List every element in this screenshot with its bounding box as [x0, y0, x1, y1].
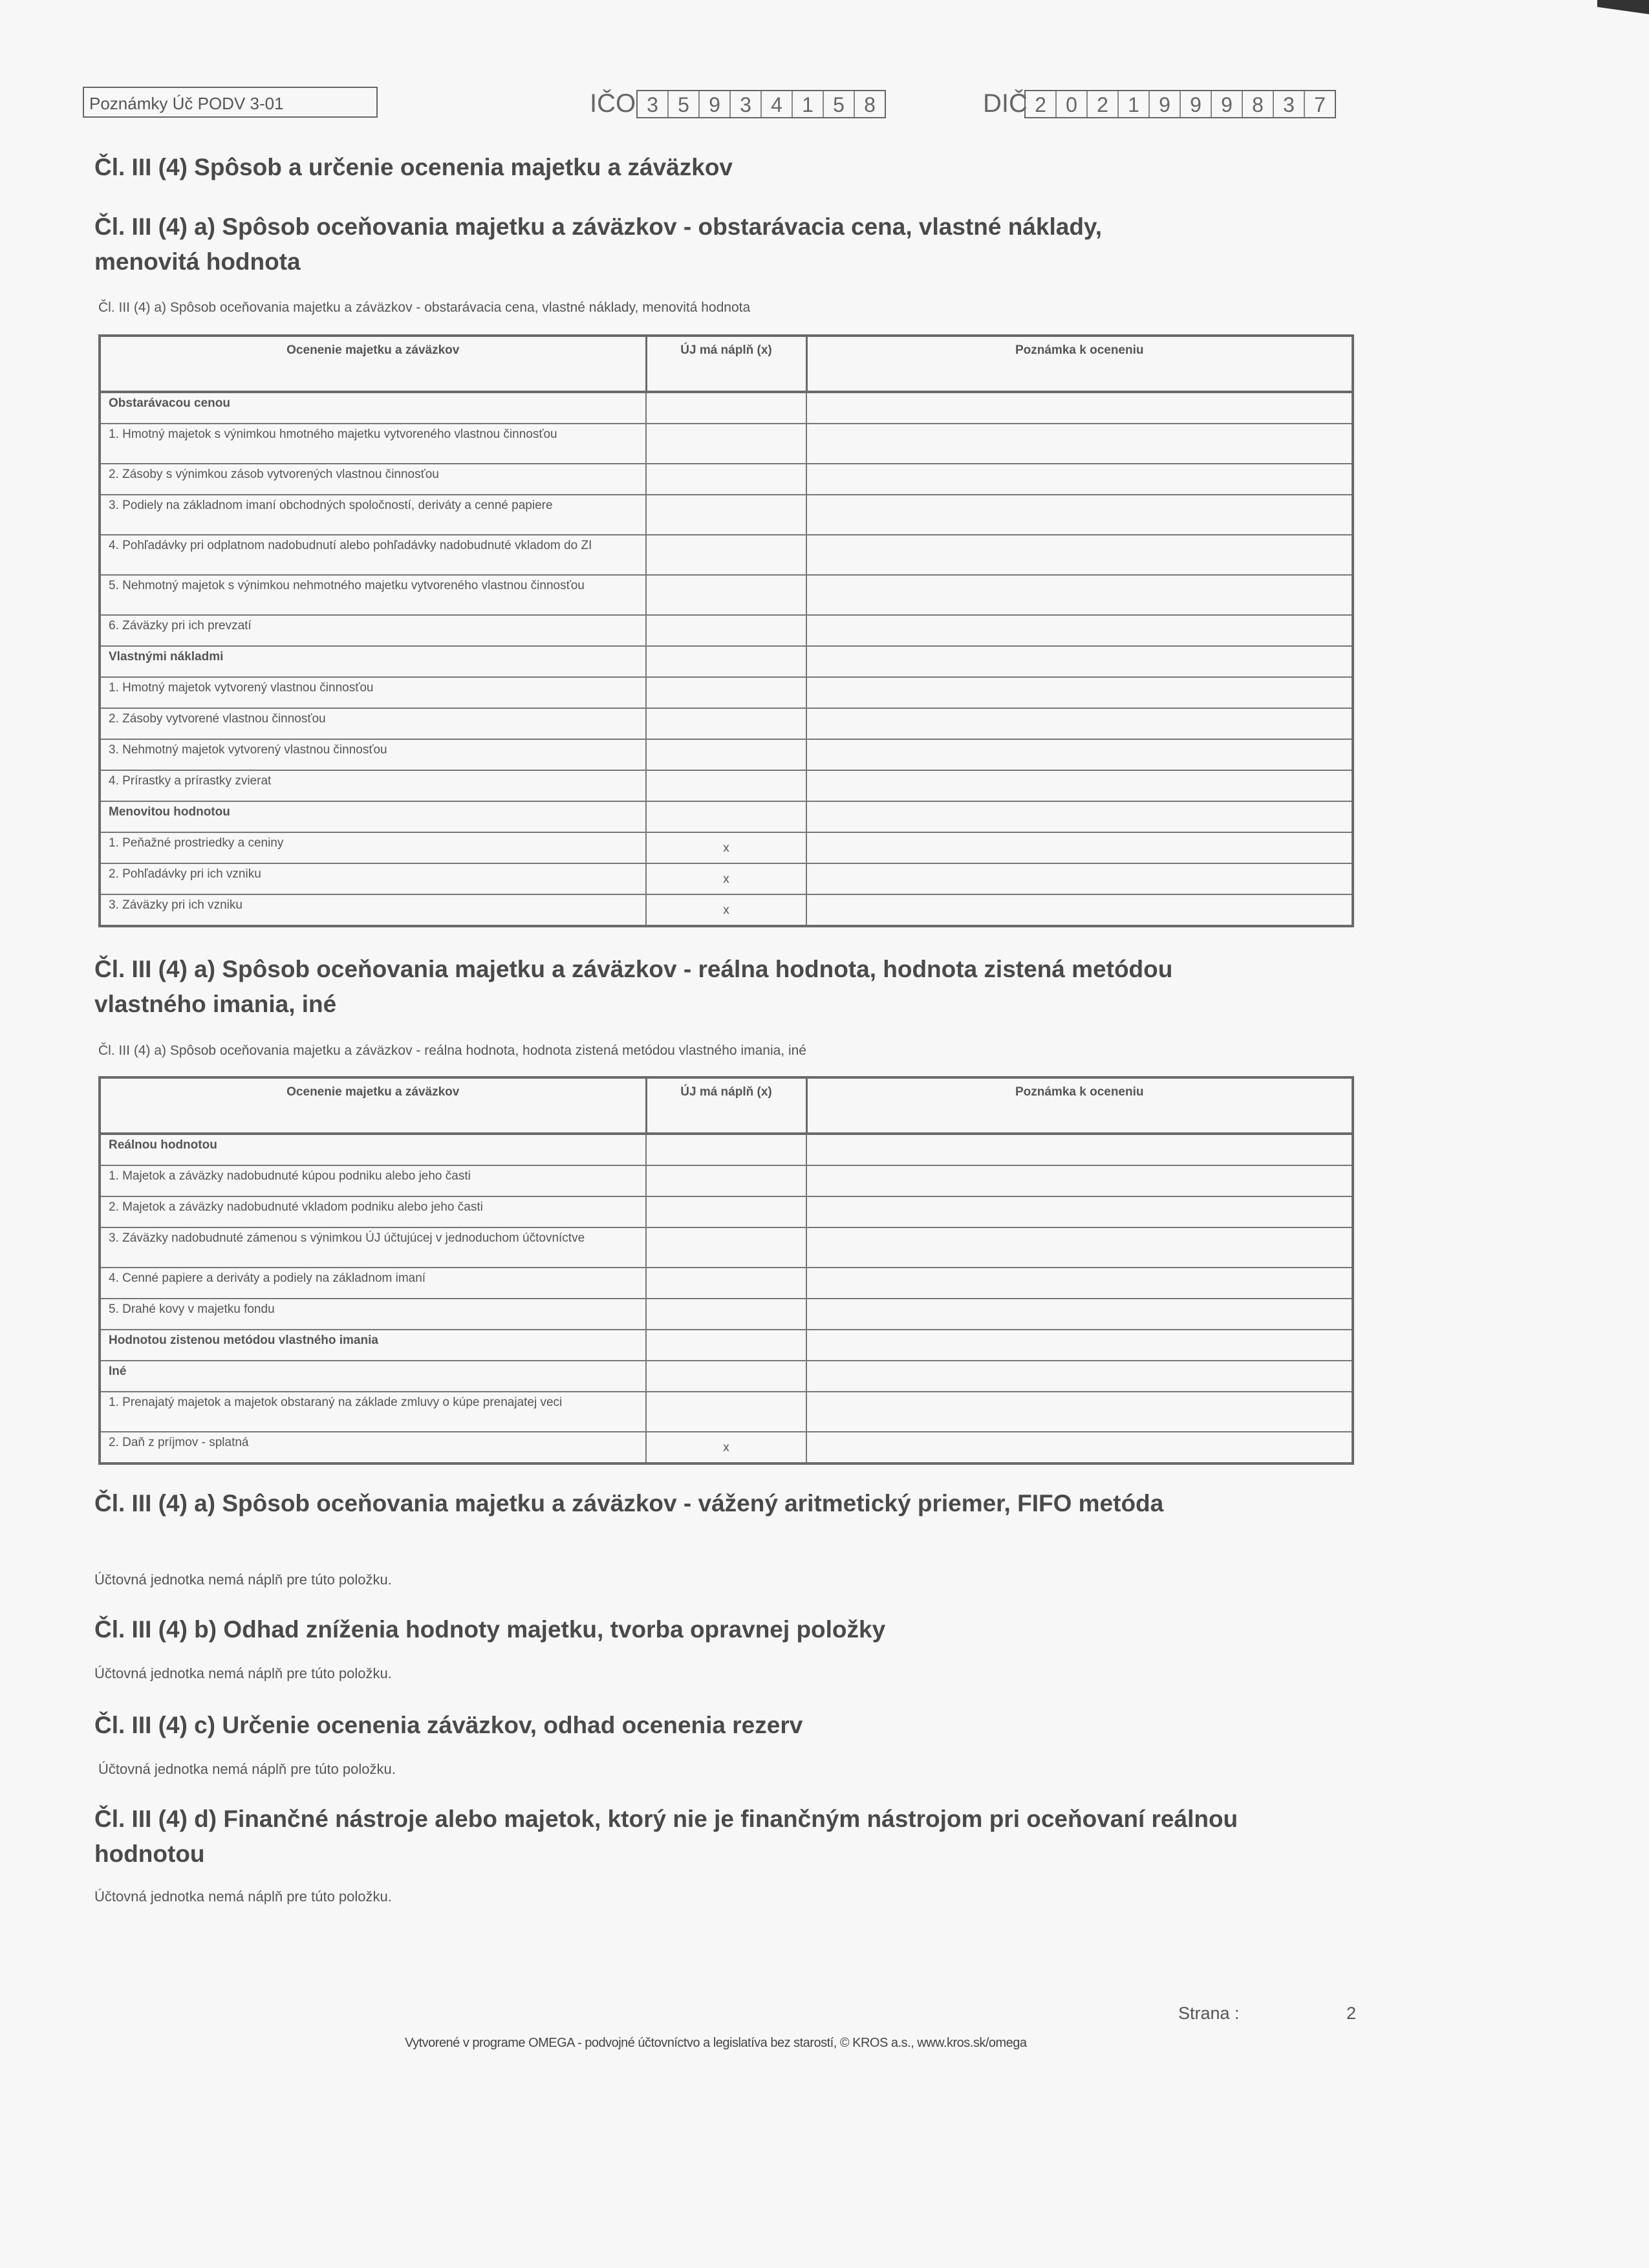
has-content-cell [646, 392, 806, 424]
has-content-cell: x [646, 832, 806, 863]
has-content-cell [646, 1299, 806, 1330]
row-label: Obstarávacou cenou [100, 392, 646, 424]
ico-digit: 3 [638, 91, 669, 117]
has-content-cell [646, 1361, 806, 1392]
note-cell [806, 575, 1353, 615]
ico-digit: 4 [762, 91, 793, 117]
table-row [100, 615, 1353, 646]
table-row [100, 464, 1353, 495]
table-row [100, 575, 1353, 615]
section-title-valuation: Čl. III (4) Spôsob a určenie ocenenia majetku a záväzkov [94, 154, 733, 180]
has-content-cell [646, 464, 806, 495]
row-label: 2. Pohľadávky pri ich vzniku [100, 863, 646, 894]
has-content-cell: x [646, 894, 806, 926]
row-label: 2. Zásoby vytvorené vlastnou činnosťou [100, 708, 646, 739]
has-content-cell [646, 1165, 806, 1196]
note-cell [806, 708, 1353, 739]
table-row [100, 1432, 1353, 1463]
no-content-note: Účtovná jednotka nemá náplň pre túto položku. [98, 1761, 396, 1777]
table-row [100, 1268, 1353, 1299]
has-content-cell [646, 801, 806, 832]
row-label: 3. Nehmotný majetok vytvorený vlastnou činnosťou [100, 739, 646, 770]
dic-digit: 3 [1274, 91, 1305, 117]
row-label: 6. Záväzky pri ich prevzatí [100, 615, 646, 646]
table-row [100, 1196, 1353, 1227]
note-cell [806, 495, 1353, 535]
footer-credit: Vytvorené v programe OMEGA - podvojné účtovníctvo a legislatíva bez starostí, © KROS a.s., www.kros.sk/omega [405, 2036, 1027, 2050]
section-title-fair-value: Čl. III (4) a) Spôsob oceňovania majetku a záväzkov - reálna hodnota, hodnota zistená metódou vlastného imania, iné [94, 956, 1173, 1017]
note-cell [806, 1330, 1353, 1361]
dic-digit: 0 [1057, 91, 1088, 117]
table-group-row [100, 1361, 1353, 1392]
section-title-financial-instruments: Čl. III (4) d) Finančné nástroje alebo majetok, ktorý nie je finančným nástrojom pri oceňovaní reálnou hodnotou [94, 1806, 1238, 1867]
row-label: 1. Hmotný majetok s výnimkou hmotného majetku vytvoreného vlastnou činnosťou [100, 424, 646, 464]
table-row [100, 1227, 1353, 1268]
no-content-note: Účtovná jednotka nemá náplň pre túto položku. [94, 1571, 392, 1588]
table-row [100, 894, 1353, 926]
row-label: Menovitou hodnotou [100, 801, 646, 832]
note-cell [806, 615, 1353, 646]
has-content-cell: x [646, 863, 806, 894]
column-header-has-content: ÚJ má náplň (x) [646, 1077, 806, 1134]
section-title-impairment: Čl. III (4) b) Odhad zníženia hodnoty majetku, tvorba opravnej položky [94, 1616, 886, 1643]
table-row [100, 863, 1353, 894]
has-content-cell [646, 1196, 806, 1227]
scan-corner-mark [1597, 0, 1649, 14]
table-group-row [100, 392, 1353, 424]
note-cell [806, 1268, 1353, 1299]
row-label: 5. Drahé kovy v majetku fondu [100, 1299, 646, 1330]
dic-digit: 2 [1088, 91, 1119, 117]
has-content-cell [646, 1268, 806, 1299]
row-label: 1. Hmotný majetok vytvorený vlastnou činnosťou [100, 677, 646, 708]
has-content-cell [646, 646, 806, 677]
ico-digit: 5 [824, 91, 855, 117]
dic-digit-boxes [1024, 90, 1336, 118]
row-label: 3. Záväzky pri ich vzniku [100, 894, 646, 926]
row-label: Hodnotou zistenou metódou vlastného imania [100, 1330, 646, 1361]
ico-digit: 8 [864, 93, 876, 116]
table1-caption: Čl. III (4) a) Spôsob oceňovania majetku a záväzkov - obstarávacia cena, vlastné náklady, menovitá hodnota [98, 300, 751, 315]
has-content-cell [646, 1227, 806, 1268]
dic-digit: 7 [1314, 93, 1326, 116]
column-header-valuation: Ocenenie majetku a záväzkov [100, 336, 646, 392]
table-row [100, 1392, 1353, 1432]
has-content-cell [646, 495, 806, 535]
has-content-cell [646, 615, 806, 646]
note-cell [806, 863, 1353, 894]
row-label: 4. Cenné papiere a deriváty a podiely na základnom imaní [100, 1268, 646, 1299]
note-cell [806, 770, 1353, 801]
valuation-table-fair-value [98, 1076, 1354, 1465]
row-label: 1. Prenajatý majetok a majetok obstaraný na základe zmluvy o kúpe prenajatej veci [100, 1392, 646, 1432]
ico-digit: 3 [731, 91, 762, 117]
note-cell [806, 646, 1353, 677]
table-row [100, 1165, 1353, 1196]
has-content-cell [646, 535, 806, 575]
row-label: 3. Podiely na základnom imaní obchodných spoločností, deriváty a cenné papiere [100, 495, 646, 535]
ico-digit: 9 [700, 91, 731, 117]
row-label: 4. Pohľadávky pri odplatnom nadobudnutí alebo pohľadávky nadobudnuté vkladom do ZI [100, 535, 646, 575]
row-label: 3. Záväzky nadobudnuté zámenou s výnimkou ÚJ účtujúcej v jednoduchom účtovníctve [100, 1227, 646, 1268]
ico-digit-boxes [636, 90, 886, 118]
row-label: 2. Zásoby s výnimkou zásob vytvorených vlastnou činnosťou [100, 464, 646, 495]
note-cell [806, 1299, 1353, 1330]
note-cell [806, 535, 1353, 575]
valuation-table-acquisition [98, 334, 1354, 927]
dic-digit: 1 [1119, 91, 1150, 117]
row-label: 5. Nehmotný majetok s výnimkou nehmotného majetku vytvoreného vlastnou činnosťou [100, 575, 646, 615]
note-cell [806, 1227, 1353, 1268]
note-cell [806, 801, 1353, 832]
note-cell [806, 832, 1353, 863]
table-row [100, 832, 1353, 863]
row-label: 1. Peňažné prostriedky a ceniny [100, 832, 646, 863]
table-row [100, 424, 1353, 464]
row-label: 4. Prírastky a prírastky zvierat [100, 770, 646, 801]
note-cell [806, 464, 1353, 495]
has-content-cell [646, 575, 806, 615]
page-label: Strana : [1178, 2003, 1240, 2023]
ico-digit: 1 [793, 91, 824, 117]
row-label: Vlastnými nákladmi [100, 646, 646, 677]
note-cell [806, 1432, 1353, 1463]
no-content-note: Účtovná jednotka nemá náplň pre túto položku. [94, 1888, 392, 1905]
row-label: 2. Daň z príjmov - splatná [100, 1432, 646, 1463]
dic-digit: 8 [1243, 91, 1274, 117]
table-group-row [100, 646, 1353, 677]
ico-label: IČO [590, 89, 636, 118]
has-content-cell [646, 708, 806, 739]
note-cell [806, 1361, 1353, 1392]
note-cell [806, 1196, 1353, 1227]
table-row [100, 708, 1353, 739]
page-number: 2 [1346, 2003, 1357, 2023]
table-group-row [100, 801, 1353, 832]
table-row [100, 677, 1353, 708]
has-content-cell [646, 1134, 806, 1165]
dic-digit: 9 [1150, 91, 1181, 117]
table-row [100, 1299, 1353, 1330]
note-cell [806, 392, 1353, 424]
note-cell [806, 424, 1353, 464]
row-label: Iné [100, 1361, 646, 1392]
has-content-cell [646, 1392, 806, 1432]
table-row [100, 535, 1353, 575]
dic-label: DIČ [983, 89, 1028, 118]
table-group-row [100, 1134, 1353, 1165]
section-title-weighted-average-fifo: Čl. III (4) a) Spôsob oceňovania majetku a záväzkov - vážený aritmetický priemer, FIFO metóda [94, 1490, 1164, 1517]
has-content-cell [646, 770, 806, 801]
column-header-note: Poznámka k oceneniu [806, 336, 1353, 392]
note-cell [806, 1392, 1353, 1432]
column-header-valuation: Ocenenie majetku a záväzkov [100, 1077, 646, 1134]
has-content-cell [646, 424, 806, 464]
column-header-note: Poznámka k oceneniu [806, 1077, 1353, 1134]
note-cell [806, 1134, 1353, 1165]
row-label: 1. Majetok a záväzky nadobudnuté kúpou podniku alebo jeho časti [100, 1165, 646, 1196]
dic-digit: 2 [1026, 91, 1057, 117]
has-content-cell [646, 677, 806, 708]
row-label: Reálnou hodnotou [100, 1134, 646, 1165]
has-content-cell: x [646, 1432, 806, 1463]
row-label: 2. Majetok a záväzky nadobudnuté vkladom podniku alebo jeho časti [100, 1196, 646, 1227]
note-cell [806, 677, 1353, 708]
table-group-row [100, 1330, 1353, 1361]
document-id-box: Poznámky Úč PODV 3-01 [83, 87, 378, 118]
column-header-has-content: ÚJ má náplň (x) [646, 336, 806, 392]
has-content-cell [646, 739, 806, 770]
dic-digit: 9 [1181, 91, 1212, 117]
section-title-acquisition-cost: Čl. III (4) a) Spôsob oceňovania majetku a záväzkov - obstarávacia cena, vlastné náklady, menovitá hodnota [94, 213, 1103, 275]
table-row [100, 739, 1353, 770]
note-cell [806, 1165, 1353, 1196]
has-content-cell [646, 1330, 806, 1361]
table2-caption: Čl. III (4) a) Spôsob oceňovania majetku a záväzkov - reálna hodnota, hodnota zistená metódou vlastného imania, iné [98, 1043, 806, 1058]
no-content-note: Účtovná jednotka nemá náplň pre túto položku. [94, 1665, 392, 1681]
ico-digit: 5 [669, 91, 700, 117]
table-row [100, 770, 1353, 801]
note-cell [806, 739, 1353, 770]
dic-digit: 9 [1212, 91, 1243, 117]
section-title-liabilities-reserves: Čl. III (4) c) Určenie ocenenia záväzkov, odhad ocenenia rezerv [94, 1712, 803, 1738]
note-cell [806, 894, 1353, 926]
table-row [100, 495, 1353, 535]
